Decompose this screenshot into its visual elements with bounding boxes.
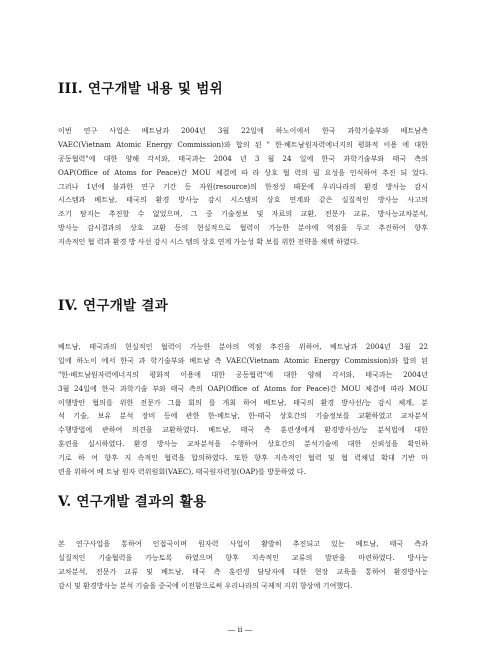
text-line: 이번 연구 사업은 베트남과 2004년 3월 22일에 하노이에서 한국 과학기술부와 베트남측 bbox=[58, 126, 428, 135]
section-heading-3: III. 연구개발 내용 및 범위 bbox=[58, 81, 223, 97]
text-line: 조기 탐지는 추진할 수 없었으며, 그 중 기술정보 및 자료의 교환, 전문가 교류, 방사능교차분석, bbox=[58, 209, 428, 219]
section-body-3 bbox=[58, 124, 428, 249]
text-line: 공동협력"에 대한 양해 각서와, 태국과는 2004 년 3 월 24 일에 한국 과학기술부와 태국 측의 bbox=[58, 153, 428, 163]
text-line: 훈련을 실시하였다. 환경 방사능 교차분석을 수행하여 상호간의 분석기술에 대한 신뢰성을 확인하 bbox=[58, 439, 428, 449]
text-line: 방사능 감시결과의 상호 교환 등의 현실적으로 협력이 가능한 분야에 역점을 두고 추진하여 향후 bbox=[58, 223, 428, 233]
text-line: 시스템과 베트남, 태국의 환경 방사능 감시 시스템의 상호 연계와 같은 실질적인 방사능 사고의 bbox=[58, 195, 428, 205]
page-number: — ii — bbox=[227, 625, 253, 634]
text-line: 본 연구사업을 통하여 인접국이며 원자력 사업이 활발히 추진되고 있는 베트남, 태국 측과 bbox=[58, 539, 428, 548]
text-line: 감시 및 환경방사능 분석 기술을 중국에 이전함으로써 우리나라의 국제적 지위 향상에 기여했다. bbox=[58, 580, 353, 590]
section-heading-5: V. 연구개발 결과의 활용 bbox=[58, 494, 207, 510]
text-line: 련을 위하여 베 트남 원자 력위원회(VAEC), 태국원자력청(OAP)를 방문하였 다. bbox=[58, 467, 306, 477]
section-body-4 bbox=[58, 340, 428, 479]
text-line: VAEC(Vietnam Atomic Energy Commission)와 합의 된 " 한·베트남원자력에너지의 평화적 이용 에 대한 bbox=[58, 139, 428, 149]
text-line: 그러나 1년에 불과한 연구 기간 등 자원(resource)의 한정성 때문에 우리나라의 환경 방사능 감시 bbox=[58, 181, 428, 191]
section-body-5 bbox=[58, 537, 428, 593]
text-line: 석 기술, 보유 분석 장비 등에 관한 한-베트남, 한-태국 상호간의 기술정보를 교환하였고 교차분석 bbox=[58, 411, 428, 421]
text-line: 3월 24일에 한국 과학기술 부와 태국 측의 OAP(Office of Atoms for Peace)간 MOU 체결에 따라 MOU bbox=[58, 383, 428, 393]
text-line: 실질적인 기술협력을 가능토록 하였으며 향후 지속적인 교류의 발판을 마련하였다. 방사능 bbox=[58, 552, 428, 562]
text-line: 베트남, 태국과의 현실적인 협력이 가능한 분야의 역점 추진을 위하여, 베트남과 2004년 3월 22 bbox=[58, 342, 428, 351]
section-heading-4: IV. 연구개발 결과 bbox=[58, 298, 169, 314]
text-line: 교차분석, 전문가 교류 및 베트남, 태국 측 훈련생 담당자에 대한 현장 교육을 통하여 환경방사능 bbox=[58, 566, 428, 576]
text-line: OAP(Office of Atoms for Peace)간 MOU 체결에 따 라 상호 협 력의 필 요성을 인식하여 추진 되 었다. bbox=[58, 167, 428, 177]
text-line: 지속적인 협 력과 환경 방 사선 감시 시스 템의 상호 연계 가능성 확 보를 위한 전략을 채택 하였다. bbox=[58, 237, 359, 247]
text-line: 수행방법에 관하여 의견을 교환하였다. 베트남, 태국 측 훈련생에게 환경방사선/능 분석법에 대한 bbox=[58, 425, 428, 435]
text-line: 기로 하 여 향후 지 속적인 협력을 합의하였다. 또한 향후 지속적인 협력 및 협 력채널 확대 기반 마 bbox=[58, 453, 428, 463]
text-line: "한·베트남원자력에너지의 평화적 이용에 대한 공동협력"에 대한 양해 각서와, 태국과는 2004년 bbox=[58, 369, 428, 379]
text-line: 이행방안 협의를 위한 전문가 그룹 회의 를 개최 하여 베트남, 태국의 환경 방사선/능 감시 체계, 분 bbox=[58, 397, 428, 407]
text-line: 일에 하노이 에서 한국 과 학기술부와 베트남 측 VAEC(Vietnam Atomic Energy Commission)와 합의 된 bbox=[58, 355, 428, 365]
